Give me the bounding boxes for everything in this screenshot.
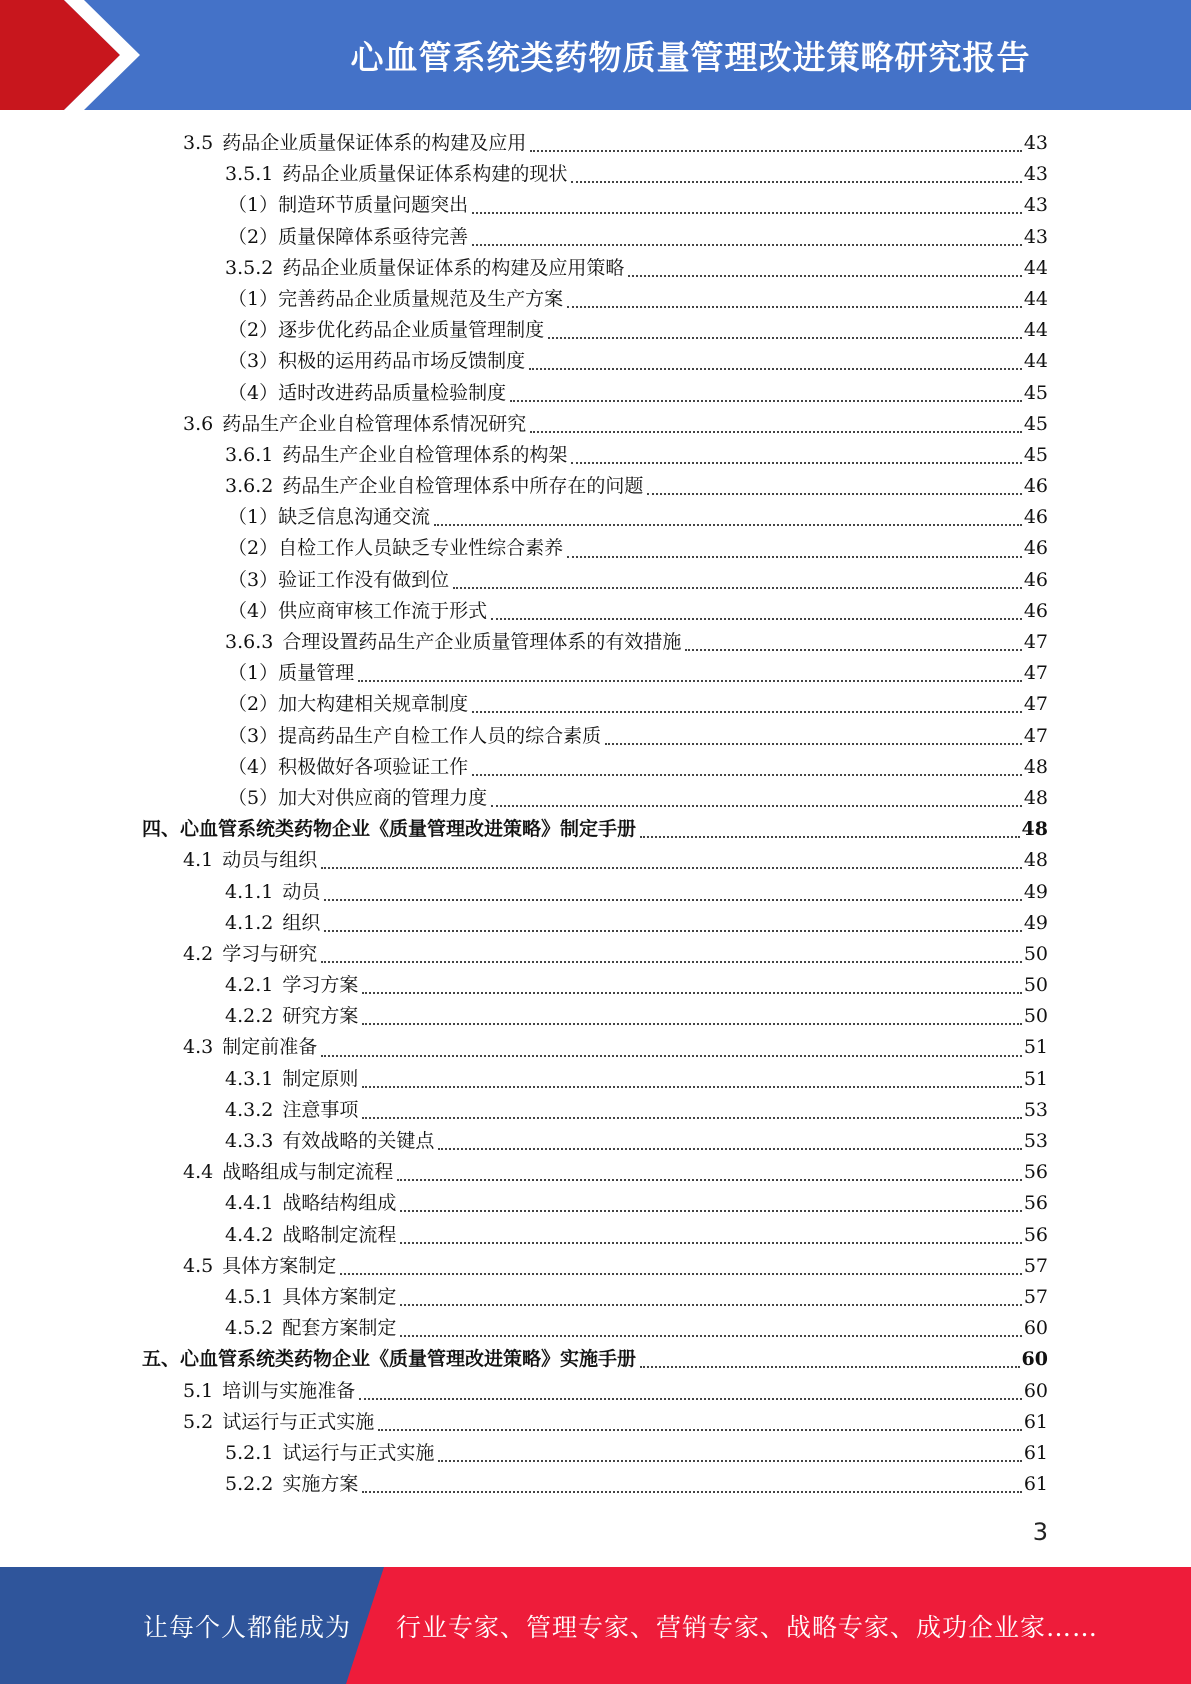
toc-dot-leader <box>548 336 1022 339</box>
toc-entry-number: （4） <box>228 381 279 404</box>
toc-dot-leader <box>685 648 1021 651</box>
toc-dot-leader <box>510 399 1022 402</box>
toc-dot-leader <box>567 305 1022 308</box>
toc-entry-title: 动员与组织 <box>222 849 318 872</box>
toc-entry-page: 57 <box>1023 1285 1048 1308</box>
toc-dot-leader <box>321 1054 1022 1057</box>
toc-entry-page: 51 <box>1023 1067 1048 1090</box>
toc-dot-leader <box>434 523 1022 526</box>
toc-entry-number: 3.5.1 <box>225 163 274 186</box>
toc-entry-page: 61 <box>1023 1473 1048 1496</box>
toc-entry-title: 心血管系统类药物企业《质量管理改进策略》制定手册 <box>180 818 637 841</box>
toc-entry-title: 试运行与正式实施 <box>222 1410 375 1433</box>
toc-entry-title: 培训与实施准备 <box>222 1379 356 1402</box>
toc-entry[interactable] <box>142 1095 1048 1126</box>
toc-entry-title: 自检工作人员缺乏专业性综合素养 <box>278 537 564 560</box>
toc-entry[interactable] <box>142 1313 1048 1344</box>
toc-entry-number: 3.6.2 <box>225 475 274 498</box>
toc-dot-leader <box>378 1428 1022 1431</box>
toc-entry[interactable] <box>142 721 1048 752</box>
toc-entry-title: 逐步优化药品企业质量管理制度 <box>278 319 545 342</box>
toc-entry-number: 4.5.1 <box>225 1285 274 1308</box>
toc-dot-leader <box>640 1365 1020 1368</box>
toc-entry-number: 4.5 <box>183 1254 214 1277</box>
toc-entry-number: （2） <box>228 537 279 560</box>
toc-entry-title: 药品企业质量保证体系的构建及应用策略 <box>282 256 625 279</box>
toc-entry-page: 46 <box>1023 506 1048 529</box>
toc-dot-leader <box>358 679 1022 682</box>
toc-entry-number: 5.1 <box>183 1379 214 1402</box>
report-footer <box>0 1567 1191 1684</box>
toc-dot-leader <box>321 866 1022 869</box>
toc-entry[interactable] <box>142 440 1048 471</box>
toc-entry-title: 药品生产企业自检管理体系中所存在的问题 <box>282 475 644 498</box>
toc-entry-title: 药品生产企业自检管理体系的构架 <box>282 443 568 466</box>
toc-entry-number: 4.4.1 <box>225 1192 274 1215</box>
toc-entry-page: 44 <box>1023 256 1048 279</box>
toc-entry-number: 五、 <box>142 1348 181 1371</box>
toc-dot-leader <box>400 1209 1021 1212</box>
toc-entry-title: 质量保障体系亟待完善 <box>278 225 469 248</box>
toc-entry-title: 注意事项 <box>282 1098 359 1121</box>
footer-slogan-left: 让每个人都能成为 <box>143 1612 352 1642</box>
toc-entry-title: 提高药品生产自检工作人员的综合素质 <box>278 724 602 747</box>
toc-entry-number: （4） <box>228 755 279 778</box>
toc-entry[interactable] <box>142 939 1048 970</box>
toc-dot-leader <box>400 1303 1021 1306</box>
toc-entry-number: 四、 <box>142 818 181 841</box>
toc-entry[interactable] <box>142 1032 1048 1063</box>
toc-entry-title: 试运行与正式实施 <box>282 1441 435 1464</box>
toc-entry-title: 药品生产企业自检管理体系情况研究 <box>222 412 527 435</box>
toc-entry-number: 3.6.3 <box>225 631 274 653</box>
toc-entry-page: 44 <box>1023 350 1048 373</box>
toc-entry-number: （2） <box>228 693 279 716</box>
toc-entry-number: 5.2.1 <box>225 1441 274 1464</box>
toc-entry[interactable] <box>142 658 1048 689</box>
toc-entry-number: （1） <box>228 662 279 685</box>
toc-entry-number: （3） <box>228 724 279 747</box>
toc-dot-leader <box>359 1397 1022 1400</box>
toc-dot-leader <box>362 1022 1021 1025</box>
toc-entry-number: 4.2.2 <box>225 1005 274 1028</box>
page-number: 3 <box>1032 1518 1048 1546</box>
toc-dot-leader <box>567 555 1022 558</box>
toc-entry-page: 47 <box>1023 693 1048 716</box>
toc-entry[interactable] <box>142 502 1048 533</box>
report-title: 心血管系统类药物质量管理改进策略研究报告 <box>350 37 1031 77</box>
toc-entry-title: 加大构建相关规章制度 <box>278 693 469 716</box>
toc-dot-leader <box>453 586 1022 589</box>
toc-entry-page: 43 <box>1023 132 1048 154</box>
toc-dot-leader <box>647 492 1021 495</box>
toc-entry-number: 3.5 <box>183 132 214 154</box>
toc-entry-title: 组织 <box>282 911 321 934</box>
toc-entry-title: 质量管理 <box>278 662 355 685</box>
toc-entry-page: 53 <box>1023 1130 1048 1152</box>
toc-entry-title: 验证工作没有做到位 <box>278 568 450 591</box>
toc-entry-title: 学习方案 <box>282 974 359 997</box>
toc-entry-page: 50 <box>1023 1005 1048 1028</box>
toc-entry[interactable] <box>142 1438 1048 1469</box>
header-red-block <box>0 0 120 110</box>
header-red-chevron <box>0 0 160 110</box>
toc-entry-number: 4.1.2 <box>225 911 274 934</box>
toc-entry[interactable] <box>142 253 1048 284</box>
toc-entry-number: （3） <box>228 350 279 373</box>
toc-entry-page: 56 <box>1023 1223 1048 1246</box>
toc-entry[interactable] <box>142 1064 1048 1095</box>
toc-dot-leader <box>438 1147 1021 1150</box>
toc-entry-page: 47 <box>1023 724 1048 747</box>
toc-entry-page: 56 <box>1023 1161 1048 1184</box>
toc-entry-title: 制定原则 <box>282 1067 359 1090</box>
toc-entry-page: 60 <box>1023 1379 1048 1402</box>
toc-entry-page: 61 <box>1023 1410 1048 1433</box>
toc-entry[interactable] <box>142 315 1048 346</box>
toc-entry-number: （3） <box>228 568 279 591</box>
toc-entry[interactable] <box>142 1469 1048 1500</box>
toc-dot-leader <box>362 1116 1021 1119</box>
toc-entry-page: 60 <box>1023 1317 1048 1340</box>
toc-entry[interactable] <box>142 1157 1048 1188</box>
toc-entry[interactable] <box>142 1251 1048 1282</box>
toc-entry[interactable] <box>142 814 1048 845</box>
toc-entry-number: （1） <box>228 506 279 529</box>
toc-entry[interactable] <box>142 1126 1048 1157</box>
toc-entry-number: （1） <box>228 287 279 310</box>
toc-entry[interactable] <box>142 752 1048 783</box>
toc-dot-leader <box>321 960 1022 963</box>
toc-entry-title: 配套方案制定 <box>282 1317 397 1340</box>
toc-dot-leader <box>340 1272 1022 1275</box>
toc-entry-page: 50 <box>1023 974 1048 997</box>
toc-entry-page: 43 <box>1023 194 1048 217</box>
toc-entry-page: 49 <box>1023 911 1048 934</box>
toc-entry[interactable] <box>142 689 1048 720</box>
toc-entry-page: 44 <box>1023 287 1048 310</box>
toc-entry[interactable] <box>142 877 1048 908</box>
toc-entry-page: 60 <box>1021 1348 1048 1371</box>
toc-entry[interactable] <box>142 627 1048 658</box>
toc-entry-number: 3.5.2 <box>225 256 274 279</box>
toc-entry[interactable] <box>142 783 1048 814</box>
toc-entry-title: 具体方案制定 <box>282 1285 397 1308</box>
toc-entry-page: 47 <box>1023 662 1048 685</box>
toc-entry[interactable] <box>142 1220 1048 1251</box>
toc-entry[interactable] <box>142 908 1048 939</box>
footer-slogan-right: 行业专家、管理专家、营销专家、战略专家、成功企业家…… <box>396 1612 1099 1642</box>
toc-dot-leader <box>400 1241 1021 1244</box>
toc-entry[interactable] <box>142 845 1048 876</box>
toc-entry-number: （2） <box>228 319 279 342</box>
toc-entry-number: （5） <box>228 786 279 809</box>
toc-dot-leader <box>324 898 1021 901</box>
toc-entry-title: 缺乏信息沟通交流 <box>278 506 431 529</box>
toc-dot-leader <box>472 773 1022 776</box>
toc-entry-page: 46 <box>1023 568 1048 591</box>
toc-entry-number: 4.1 <box>183 849 214 872</box>
toc-dot-leader <box>628 274 1021 277</box>
toc-entry[interactable] <box>142 1188 1048 1219</box>
toc-entry-title: 战略结构组成 <box>282 1192 397 1215</box>
toc-entry-number: （2） <box>228 225 279 248</box>
toc-entry[interactable] <box>142 378 1048 409</box>
toc-entry[interactable] <box>142 1282 1048 1313</box>
toc-entry[interactable] <box>142 970 1048 1001</box>
toc-entry-page: 45 <box>1023 381 1048 404</box>
report-header <box>0 0 1191 110</box>
toc-entry-number: 3.6.1 <box>225 443 274 466</box>
table-of-contents <box>142 128 1048 1500</box>
toc-entry-page: 61 <box>1023 1441 1048 1464</box>
toc-entry-number: 4.3 <box>183 1036 214 1059</box>
toc-dot-leader <box>400 1334 1021 1337</box>
toc-entry[interactable] <box>142 1344 1048 1375</box>
toc-entry-title: 供应商审核工作流于形式 <box>278 599 488 622</box>
toc-entry-number: 4.1.1 <box>225 880 274 903</box>
toc-entry-title: 战略制定流程 <box>282 1223 397 1246</box>
toc-dot-leader <box>472 710 1022 713</box>
toc-dot-leader <box>472 243 1022 246</box>
toc-entry-title: 制定前准备 <box>222 1036 318 1059</box>
toc-entry[interactable] <box>142 190 1048 221</box>
toc-entry-page: 47 <box>1023 631 1048 653</box>
toc-entry-title: 动员 <box>282 880 321 903</box>
toc-entry-number: 4.4.2 <box>225 1223 274 1246</box>
toc-entry-title: 加大对供应商的管理力度 <box>278 786 488 809</box>
toc-entry-number: 4.3.2 <box>225 1098 274 1121</box>
toc-entry-page: 49 <box>1023 880 1048 903</box>
toc-entry-number: 4.4 <box>183 1161 214 1184</box>
toc-entry-page: 50 <box>1023 942 1048 965</box>
toc-entry-page: 43 <box>1023 163 1048 186</box>
toc-entry-page: 48 <box>1023 755 1048 778</box>
toc-dot-leader <box>491 804 1022 807</box>
toc-entry-page: 45 <box>1023 443 1048 466</box>
toc-entry-title: 完善药品企业质量规范及生产方案 <box>278 287 564 310</box>
toc-entry-number: 4.3.1 <box>225 1067 274 1090</box>
toc-dot-leader <box>397 1178 1022 1181</box>
toc-entry-title: 制造环节质量问题突出 <box>278 194 469 217</box>
toc-entry[interactable] <box>142 1001 1048 1032</box>
toc-entry-page: 45 <box>1023 412 1048 435</box>
toc-dot-leader <box>571 180 1021 183</box>
toc-entry[interactable] <box>142 346 1048 377</box>
toc-entry-title: 适时改进药品质量检验制度 <box>278 381 507 404</box>
toc-entry-number: 4.2.1 <box>225 974 274 997</box>
toc-entry[interactable] <box>142 128 1048 159</box>
toc-entry-title: 战略组成与制定流程 <box>222 1161 394 1184</box>
toc-entry-title: 积极做好各项验证工作 <box>278 755 469 778</box>
toc-entry-page: 51 <box>1023 1036 1048 1059</box>
toc-entry-title: 学习与研究 <box>222 942 318 965</box>
toc-entry-number: 4.3.3 <box>225 1130 274 1152</box>
toc-entry-title: 实施方案 <box>282 1473 359 1496</box>
toc-entry-title: 积极的运用药品市场反馈制度 <box>278 350 526 373</box>
toc-entry[interactable] <box>142 471 1048 502</box>
toc-entry-page: 43 <box>1023 225 1048 248</box>
toc-entry-number: 5.2.2 <box>225 1473 274 1496</box>
toc-entry-page: 48 <box>1023 849 1048 872</box>
toc-dot-leader <box>491 617 1022 620</box>
toc-entry-title: 有效战略的关键点 <box>282 1130 435 1152</box>
toc-entry-page: 46 <box>1023 475 1048 498</box>
toc-dot-leader <box>530 149 1022 152</box>
toc-entry[interactable] <box>142 159 1048 190</box>
toc-entry-page: 44 <box>1023 319 1048 342</box>
toc-entry-number: 3.6 <box>183 412 214 435</box>
toc-entry[interactable] <box>142 284 1048 315</box>
toc-entry-page: 48 <box>1023 786 1048 809</box>
toc-entry-title: 具体方案制定 <box>222 1254 337 1277</box>
toc-dot-leader <box>605 742 1022 745</box>
toc-dot-leader <box>362 1490 1021 1493</box>
toc-entry-page: 46 <box>1023 537 1048 560</box>
toc-entry[interactable] <box>142 596 1048 627</box>
toc-entry-number: 4.5.2 <box>225 1317 274 1340</box>
toc-dot-leader <box>362 991 1021 994</box>
toc-dot-leader <box>530 430 1022 433</box>
toc-entry-number: （1） <box>228 194 279 217</box>
toc-entry[interactable] <box>142 409 1048 440</box>
toc-entry[interactable] <box>142 222 1048 253</box>
toc-entry-page: 46 <box>1023 599 1048 622</box>
toc-entry-title: 药品企业质量保证体系构建的现状 <box>282 163 568 186</box>
toc-entry-number: 4.2 <box>183 942 214 965</box>
toc-dot-leader <box>362 1085 1021 1088</box>
toc-entry[interactable] <box>142 533 1048 564</box>
toc-entry-number: （4） <box>228 599 279 622</box>
toc-entry-page: 57 <box>1023 1254 1048 1277</box>
toc-entry-title: 合理设置药品生产企业质量管理体系的有效措施 <box>282 631 682 653</box>
toc-entry[interactable] <box>142 1376 1048 1407</box>
toc-entry-page: 53 <box>1023 1098 1048 1121</box>
toc-entry-title: 药品企业质量保证体系的构建及应用 <box>222 132 527 154</box>
toc-entry-page: 48 <box>1021 818 1048 841</box>
toc-dot-leader <box>529 367 1022 370</box>
toc-dot-leader <box>640 835 1020 838</box>
toc-entry-number: 5.2 <box>183 1410 214 1433</box>
toc-entry-page: 56 <box>1023 1192 1048 1215</box>
toc-entry-title: 研究方案 <box>282 1005 359 1028</box>
toc-dot-leader <box>571 461 1021 464</box>
toc-entry[interactable] <box>142 1407 1048 1438</box>
toc-dot-leader <box>472 211 1022 214</box>
toc-dot-leader <box>438 1459 1021 1462</box>
toc-entry-title: 心血管系统类药物企业《质量管理改进策略》实施手册 <box>180 1348 637 1371</box>
toc-entry[interactable] <box>142 565 1048 596</box>
toc-dot-leader <box>324 929 1021 932</box>
